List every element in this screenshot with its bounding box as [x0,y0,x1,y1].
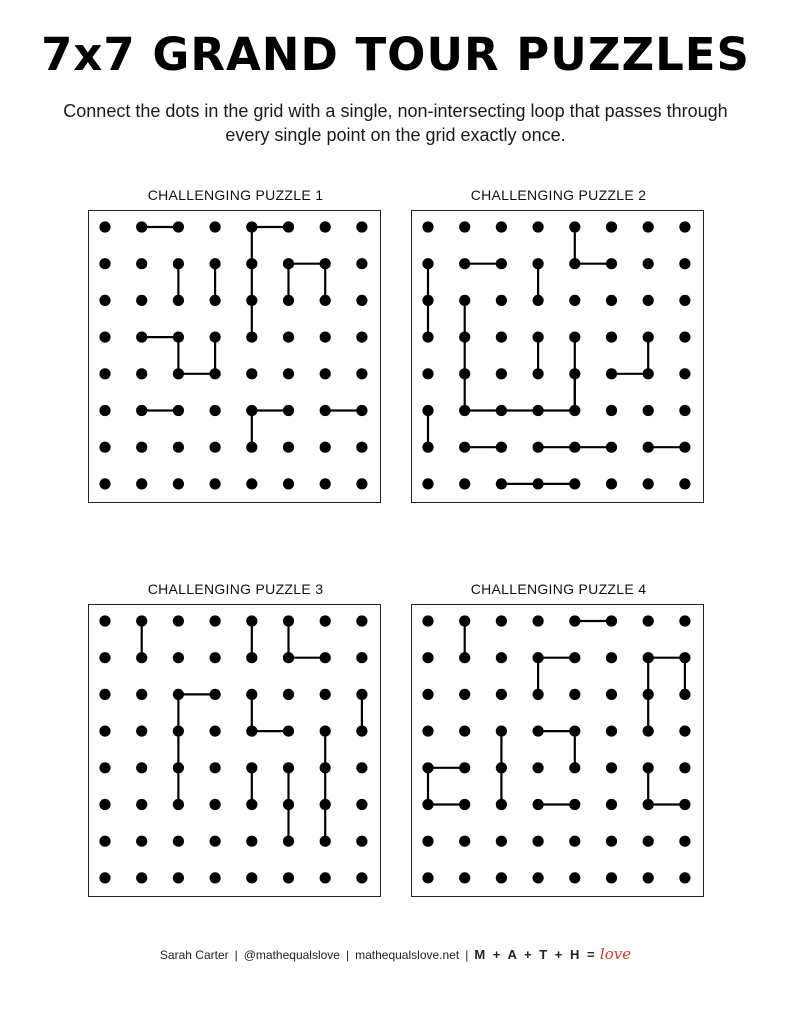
grid-dot[interactable] [136,762,147,773]
grid-dot[interactable] [320,762,331,773]
grid-dot[interactable] [283,652,294,663]
grid-dot[interactable] [246,258,257,269]
grid-dot[interactable] [210,726,221,737]
grid-dot[interactable] [643,368,654,379]
grid-dot[interactable] [496,295,507,306]
grid-dot[interactable] [606,799,617,810]
grid-dot[interactable] [173,762,184,773]
grid-dot[interactable] [459,478,470,489]
grid-dot[interactable] [606,652,617,663]
grid-dot[interactable] [356,442,367,453]
grid-dot[interactable] [533,295,544,306]
grid-dot[interactable] [246,295,257,306]
grid-dot[interactable] [569,442,580,453]
grid-dot[interactable] [679,258,690,269]
grid-dot[interactable] [422,615,433,626]
grid-dot[interactable] [643,405,654,416]
grid-dot[interactable] [569,799,580,810]
instructions-text: Connect the dots in the grid with a single, non-intersecting loop that passes through every single point on the grid exactly once. [63,101,728,145]
grid-dot[interactable] [459,836,470,847]
grid-dot[interactable] [246,368,257,379]
grid-dot[interactable] [606,726,617,737]
puzzle-grid[interactable] [411,210,704,503]
grid-dot[interactable] [606,478,617,489]
grid-dot[interactable] [356,762,367,773]
grid-dot[interactable] [356,405,367,416]
grid-dot[interactable] [283,836,294,847]
grid-dot[interactable] [496,332,507,343]
footer [0,945,791,963]
grid-dot[interactable] [422,762,433,773]
grid-dot[interactable] [569,652,580,663]
grid-dot[interactable] [246,799,257,810]
grid-dot[interactable] [210,258,221,269]
grid-dot[interactable] [533,836,544,847]
grid-dot[interactable] [459,221,470,232]
grid-dot[interactable] [210,368,221,379]
grid-dot[interactable] [210,615,221,626]
puzzle-label: CHALLENGING PUZZLE 1 [147,187,324,203]
grid-dot[interactable] [283,689,294,700]
dot-grid[interactable] [412,605,702,895]
grid-dot[interactable] [173,689,184,700]
grid-dot[interactable] [210,762,221,773]
grid-dot[interactable] [679,762,690,773]
grid-dot[interactable] [173,652,184,663]
grid-dot[interactable] [606,836,617,847]
grid-dot[interactable] [320,652,331,663]
grid-dot[interactable] [643,836,654,847]
grid-dot[interactable] [422,652,433,663]
grid-dot[interactable] [459,652,470,663]
grid-dot[interactable] [459,615,470,626]
grid-dot[interactable] [356,872,367,883]
grid-dot[interactable] [99,872,110,883]
grid-dot[interactable] [99,368,110,379]
grid-dot[interactable] [606,221,617,232]
grid-dot[interactable] [210,442,221,453]
grid-dot[interactable] [643,221,654,232]
grid-dot[interactable] [320,405,331,416]
grid-dot[interactable] [283,405,294,416]
grid-dot[interactable] [283,258,294,269]
grid-dot[interactable] [136,258,147,269]
grid-dot[interactable] [496,689,507,700]
footer-separator: | [345,948,350,962]
grid-dot[interactable] [136,652,147,663]
grid-dot[interactable] [459,872,470,883]
grid-dot[interactable] [246,615,257,626]
grid-dot[interactable] [496,615,507,626]
grid-dot[interactable] [356,295,367,306]
grid-dot[interactable] [136,726,147,737]
grid-dot[interactable] [136,872,147,883]
footer-author: Sarah Carter [159,948,229,962]
puzzle-label: CHALLENGING PUZZLE 4 [470,581,647,597]
footer-separator: | [465,948,469,962]
grid-dot[interactable] [356,726,367,737]
grid-dot[interactable] [283,726,294,737]
grid-dot[interactable] [606,442,617,453]
grid-dot[interactable] [356,368,367,379]
grid-dot[interactable] [496,405,507,416]
puzzle-label: CHALLENGING PUZZLE 2 [470,187,647,203]
grid-dot[interactable] [320,836,331,847]
grid-dot[interactable] [283,368,294,379]
grid-dot[interactable] [422,799,433,810]
grid-dot[interactable] [210,689,221,700]
dot-grid[interactable] [89,605,379,895]
grid-dot[interactable] [459,762,470,773]
grid-dot[interactable] [99,615,110,626]
grid-dot[interactable] [679,726,690,737]
grid-dot[interactable] [210,652,221,663]
grid-dot[interactable] [246,652,257,663]
grid-dot[interactable] [99,689,110,700]
grid-dot[interactable] [320,615,331,626]
grid-dot[interactable] [679,295,690,306]
grid-dot[interactable] [136,615,147,626]
grid-dot[interactable] [356,615,367,626]
grid-dot[interactable] [422,836,433,847]
grid-dot[interactable] [246,872,257,883]
grid-dot[interactable] [210,405,221,416]
grid-dot[interactable] [136,405,147,416]
grid-dot[interactable] [422,332,433,343]
footer-site-link[interactable]: mathequalslove.net [355,948,460,962]
grid-dot[interactable] [283,615,294,626]
grid-dot[interactable] [643,295,654,306]
grid-dot[interactable] [496,762,507,773]
grid-dot[interactable] [569,295,580,306]
grid-dot[interactable] [533,332,544,343]
grid-dot[interactable] [173,295,184,306]
grid-dot[interactable] [533,368,544,379]
grid-dot[interactable] [283,762,294,773]
grid-dot[interactable] [496,726,507,737]
grid-dot[interactable] [643,478,654,489]
grid-dot[interactable] [283,799,294,810]
grid-dot[interactable] [320,368,331,379]
grid-dot[interactable] [173,442,184,453]
grid-dot[interactable] [210,332,221,343]
grid-dot[interactable] [99,652,110,663]
grid-dot[interactable] [459,405,470,416]
grid-dot[interactable] [173,836,184,847]
grid-dot[interactable] [679,221,690,232]
grid-dot[interactable] [496,221,507,232]
grid-dot[interactable] [569,221,580,232]
grid-dot[interactable] [679,368,690,379]
grid-dot[interactable] [356,478,367,489]
grid-dot[interactable] [320,442,331,453]
grid-dot[interactable] [422,295,433,306]
grid-dot[interactable] [533,258,544,269]
grid-dot[interactable] [210,295,221,306]
grid-dot[interactable] [606,368,617,379]
grid-dot[interactable] [246,762,257,773]
grid-dot[interactable] [422,368,433,379]
grid-dot[interactable] [210,478,221,489]
grid-dot[interactable] [533,872,544,883]
grid-dot[interactable] [283,872,294,883]
grid-dot[interactable] [569,258,580,269]
grid-dot[interactable] [210,221,221,232]
grid-dot[interactable] [679,872,690,883]
grid-dot[interactable] [496,442,507,453]
grid-dot[interactable] [422,442,433,453]
grid-dot[interactable] [606,295,617,306]
grid-dot[interactable] [533,478,544,489]
grid-dot[interactable] [496,368,507,379]
grid-dot[interactable] [533,726,544,737]
grid-dot[interactable] [679,836,690,847]
grid-dot[interactable] [569,615,580,626]
grid-dot[interactable] [283,221,294,232]
grid-dot[interactable] [569,689,580,700]
footer-brand-love-logo: love [599,945,632,963]
grid-dot[interactable] [136,836,147,847]
grid-dot[interactable] [459,295,470,306]
grid-dot[interactable] [283,442,294,453]
grid-dot[interactable] [246,442,257,453]
grid-dot[interactable] [422,689,433,700]
grid-dot[interactable] [643,799,654,810]
grid-dot[interactable] [173,332,184,343]
grid-dot[interactable] [356,258,367,269]
grid-dot[interactable] [320,295,331,306]
grid-dot[interactable] [173,726,184,737]
grid-dot[interactable] [422,258,433,269]
grid-dot[interactable] [99,836,110,847]
grid-dot[interactable] [136,368,147,379]
puzzle-grid[interactable] [88,210,381,503]
grid-dot[interactable] [606,332,617,343]
grid-dot[interactable] [173,221,184,232]
grid-dot[interactable] [606,872,617,883]
puzzle-label: CHALLENGING PUZZLE 3 [147,581,324,597]
grid-dot[interactable] [422,221,433,232]
grid-dot[interactable] [136,295,147,306]
grid-dot[interactable] [210,872,221,883]
puzzle-grid[interactable] [88,604,381,897]
grid-dot[interactable] [533,221,544,232]
grid-dot[interactable] [136,799,147,810]
grid-dot[interactable] [459,442,470,453]
grid-dot[interactable] [459,799,470,810]
grid-dot[interactable] [173,799,184,810]
grid-dot[interactable] [320,726,331,737]
grid-dot[interactable] [356,799,367,810]
grid-dot[interactable] [533,762,544,773]
grid-dot[interactable] [606,762,617,773]
grid-dot[interactable] [569,726,580,737]
grid-dot[interactable] [459,332,470,343]
dot-grid[interactable] [412,211,702,501]
grid-dot[interactable] [459,258,470,269]
grid-dot[interactable] [643,442,654,453]
grid-dot[interactable] [173,872,184,883]
grid-dot[interactable] [320,799,331,810]
grid-dot[interactable] [136,689,147,700]
grid-dot[interactable] [679,405,690,416]
grid-dot[interactable] [210,799,221,810]
grid-dot[interactable] [283,478,294,489]
grid-dot[interactable] [283,332,294,343]
grid-dot[interactable] [246,726,257,737]
grid-dot[interactable] [533,615,544,626]
grid-dot[interactable] [136,332,147,343]
grid-dot[interactable] [99,332,110,343]
grid-dot[interactable] [246,836,257,847]
grid-dot[interactable] [679,652,690,663]
grid-dot[interactable] [99,478,110,489]
grid-dot[interactable] [320,872,331,883]
grid-dot[interactable] [422,478,433,489]
grid-dot[interactable] [569,762,580,773]
grid-dot[interactable] [606,258,617,269]
grid-dot[interactable] [320,332,331,343]
footer-handle[interactable]: @mathequalslove [243,948,340,962]
grid-dot[interactable] [320,478,331,489]
grid-dot[interactable] [99,799,110,810]
grid-dot[interactable] [356,689,367,700]
grid-dot[interactable] [679,478,690,489]
grid-dot[interactable] [99,258,110,269]
grid-dot[interactable] [246,405,257,416]
grid-dot[interactable] [606,405,617,416]
grid-dot[interactable] [533,405,544,416]
grid-dot[interactable] [643,726,654,737]
grid-dot[interactable] [679,615,690,626]
grid-dot[interactable] [422,726,433,737]
grid-dot[interactable] [643,615,654,626]
grid-dot[interactable] [569,368,580,379]
grid-dot[interactable] [136,221,147,232]
grid-dot[interactable] [569,836,580,847]
grid-dot[interactable] [246,221,257,232]
grid-dot[interactable] [569,332,580,343]
grid-dot[interactable] [320,258,331,269]
grid-dot[interactable] [173,258,184,269]
grid-dot[interactable] [496,836,507,847]
grid-dot[interactable] [679,689,690,700]
grid-dot[interactable] [246,478,257,489]
footer-separator: | [234,948,238,962]
grid-dot[interactable] [173,478,184,489]
grid-dot[interactable] [99,405,110,416]
grid-dot[interactable] [356,652,367,663]
grid-dot[interactable] [533,652,544,663]
grid-dot[interactable] [356,836,367,847]
grid-dot[interactable] [459,689,470,700]
grid-dot[interactable] [496,872,507,883]
grid-dot[interactable] [356,332,367,343]
grid-dot[interactable] [606,689,617,700]
grid-dot[interactable] [283,295,294,306]
grid-dot[interactable] [496,258,507,269]
page-title: 7x7 GRAND TOUR PUZZLES [41,28,750,81]
grid-dot[interactable] [643,332,654,343]
grid-dot[interactable] [246,689,257,700]
grid-dot[interactable] [99,221,110,232]
grid-dot[interactable] [173,615,184,626]
grid-dot[interactable] [99,762,110,773]
grid-dot[interactable] [422,872,433,883]
grid-dot[interactable] [679,442,690,453]
grid-dot[interactable] [210,836,221,847]
grid-dot[interactable] [533,442,544,453]
grid-dot[interactable] [99,295,110,306]
grid-dot[interactable] [533,799,544,810]
grid-dot[interactable] [496,652,507,663]
grid-dot[interactable] [533,689,544,700]
puzzle-grid[interactable] [411,604,704,897]
grid-dot[interactable] [459,368,470,379]
grid-dot[interactable] [459,726,470,737]
grid-dot[interactable] [99,726,110,737]
grid-dot[interactable] [643,689,654,700]
grid-dot[interactable] [320,689,331,700]
grid-dot[interactable] [136,442,147,453]
grid-dot[interactable] [320,221,331,232]
grid-dot[interactable] [422,405,433,416]
grid-dot[interactable] [643,762,654,773]
grid-dot[interactable] [643,872,654,883]
grid-dot[interactable] [496,478,507,489]
grid-dot[interactable] [643,652,654,663]
grid-dot[interactable] [679,332,690,343]
footer-brand: M + A + T + H = [474,947,597,962]
grid-dot[interactable] [99,442,110,453]
grid-dot[interactable] [569,872,580,883]
grid-dot[interactable] [679,799,690,810]
grid-dot[interactable] [246,332,257,343]
grid-dot[interactable] [569,405,580,416]
dot-grid[interactable] [89,211,379,501]
grid-dot[interactable] [643,258,654,269]
grid-dot[interactable] [136,478,147,489]
grid-dot[interactable] [356,221,367,232]
grid-dot[interactable] [173,368,184,379]
grid-dot[interactable] [173,405,184,416]
grid-dot[interactable] [496,799,507,810]
grid-dot[interactable] [569,478,580,489]
grid-dot[interactable] [606,615,617,626]
